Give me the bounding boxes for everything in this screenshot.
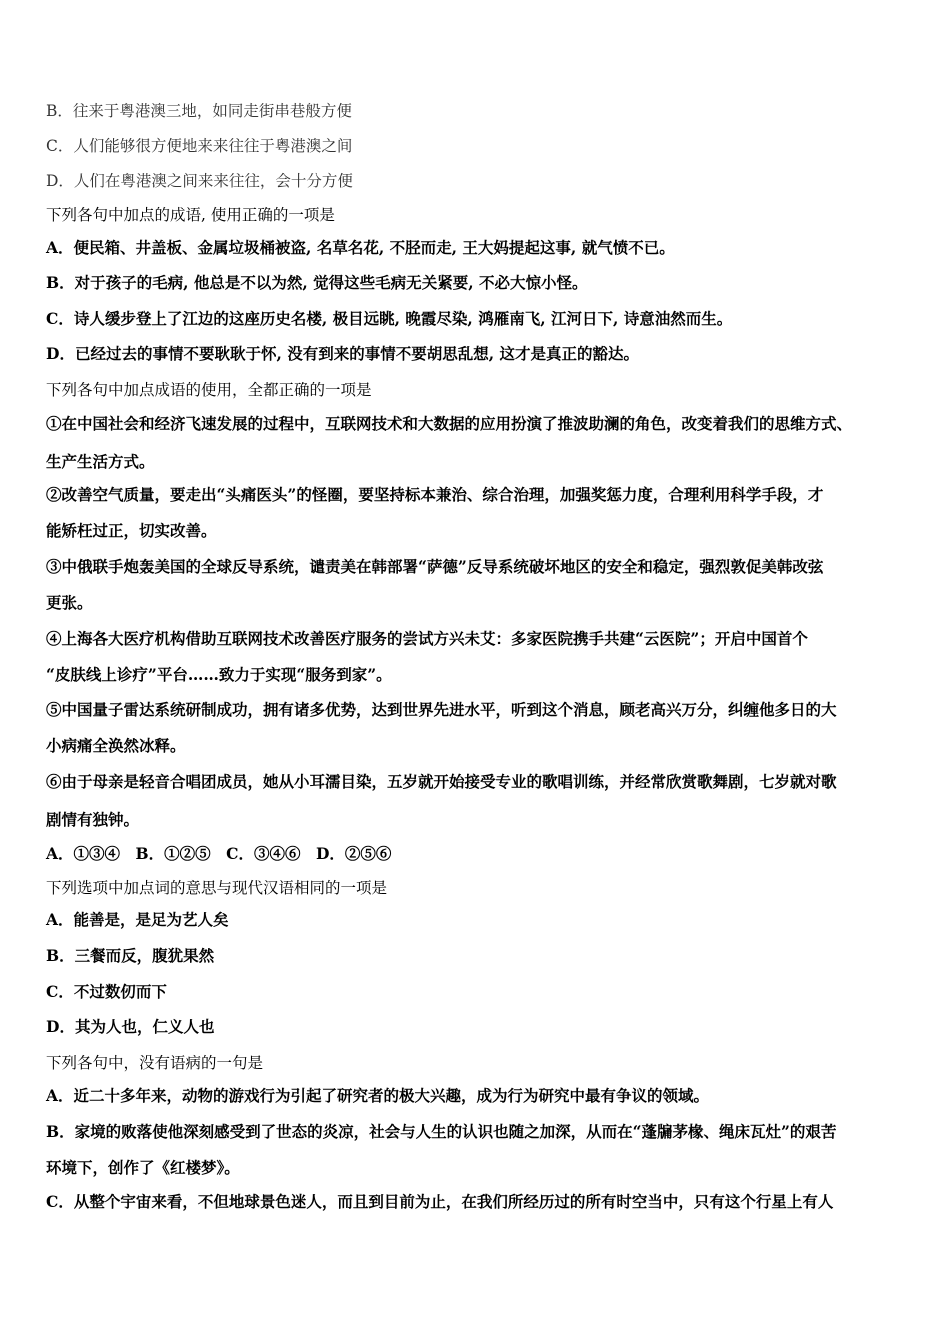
q2-item-3-cont: 更张。: [46, 593, 93, 612]
q2-item-1: ①在中国社会和经济飞速发展的过程中，互联网技术和大数据的应用扮演了推波助澜的角色，改变着我们的思维方式、: [46, 414, 853, 433]
q3-option-a: A．能善是，是足为艺人矣: [46, 910, 229, 929]
q2-item-6: ⑥由于母亲是轻音合唱团成员，她从小耳濡目染，五岁就开始接受专业的歌唱训练，并经常欣赏歌舞剧，七岁就对歌: [46, 772, 837, 791]
q2-item-5: ⑤中国量子雷达系统研制成功，拥有诸多优势，达到世界先进水平，听到这个消息，顾老高兴万分，纠缠他多日的大: [46, 700, 837, 719]
q2-item-4-cont: “皮肤线上诊疗”平台……致力于实现“服务到家”。: [46, 665, 392, 684]
option-c-line: C．人们能够很方便地来来往往于粤港澳之间: [46, 137, 353, 155]
question-grammar: 下列各句中，没有语病的一句是: [46, 1054, 264, 1072]
question-idiom-2: 下列各句中加点成语的使用，全都正确的一项是: [46, 381, 372, 399]
q1-option-c: C．诗人缓步登上了江边的这座历史名楼, 极目远眺, 晚霞尽染, 鸿雁南飞, 江河日下, 诗意油然而生。: [46, 309, 733, 328]
q4-option-b-cont: 环境下，创作了《红楼梦》。: [46, 1158, 240, 1177]
q3-option-c: C．不过数仞而下: [46, 982, 167, 1001]
q4-option-b: B．家境的败落使他深刻感受到了世态的炎凉，社会与人生的认识也随之加深，从而在“蓬牖茅椽、绳床瓦灶”的艰苦: [46, 1122, 837, 1141]
q2-item-3: ③中俄联手炮轰美国的全球反导系统，谴责美在韩部署“萨德”反导系统破坏地区的安全和稳定，强烈敦促美韩改弦: [46, 557, 824, 576]
option-d-line: D．人们在粤港澳之间来来往往，会十分方便: [46, 172, 353, 190]
q2-item-6-cont: 剧情有独钟。: [46, 810, 140, 829]
option-b-line: B．往来于粤港澳三地，如同走街串巷般方便: [46, 102, 352, 120]
q1-option-b: B．对于孩子的毛病, 他总是不以为然, 觉得这些毛病无关紧要, 不必大惊小怪。: [46, 273, 588, 292]
q4-option-a: A．近二十多年来，动物的游戏行为引起了研究者的极大兴趣，成为行为研究中最有争议的领域。: [46, 1086, 710, 1105]
q3-option-b: B．三餐而反，腹犹果然: [46, 946, 215, 965]
question-word-meaning: 下列选项中加点词的意思与现代汉语相同的一项是: [46, 879, 388, 897]
q3-option-d: D．其为人也，仁义人也: [46, 1017, 215, 1036]
q1-option-d: D．已经过去的事情不要耿耿于怀, 没有到来的事情不要胡思乱想, 这才是真正的豁达。: [46, 344, 640, 363]
q1-option-a: A．便民箱、井盖板、金属垃圾桶被盗, 名草名花, 不胫而走, 王大妈提起这事, 就气愤不已。: [46, 238, 675, 257]
q2-item-2-cont: 能矫枉过正，切实改善。: [46, 521, 217, 540]
q2-options: A．①③④ B．①②⑤ C．③④⑥ D．②⑤⑥: [46, 844, 392, 863]
q2-item-4: ④上海各大医疗机构借助互联网技术改善医疗服务的尝试方兴未艾：多家医院携手共建“云医院”；开启中国首个: [46, 629, 808, 648]
q2-item-2: ②改善空气质量，要走出“头痛医头”的怪圈，要坚持标本兼治、综合治理，加强奖惩力度，合理利用科学手段，才: [46, 485, 824, 504]
q2-item-1-cont: 生产生活方式。: [46, 452, 155, 471]
q4-option-c: C．从整个宇宙来看，不但地球景色迷人，而且到目前为止，在我们所经历过的所有时空当中，只有这个行星上有人: [46, 1192, 834, 1211]
question-idiom-1: 下列各句中加点的成语, 使用正确的一项是: [46, 206, 335, 224]
q2-item-5-cont: 小病痛全涣然冰释。: [46, 736, 186, 755]
